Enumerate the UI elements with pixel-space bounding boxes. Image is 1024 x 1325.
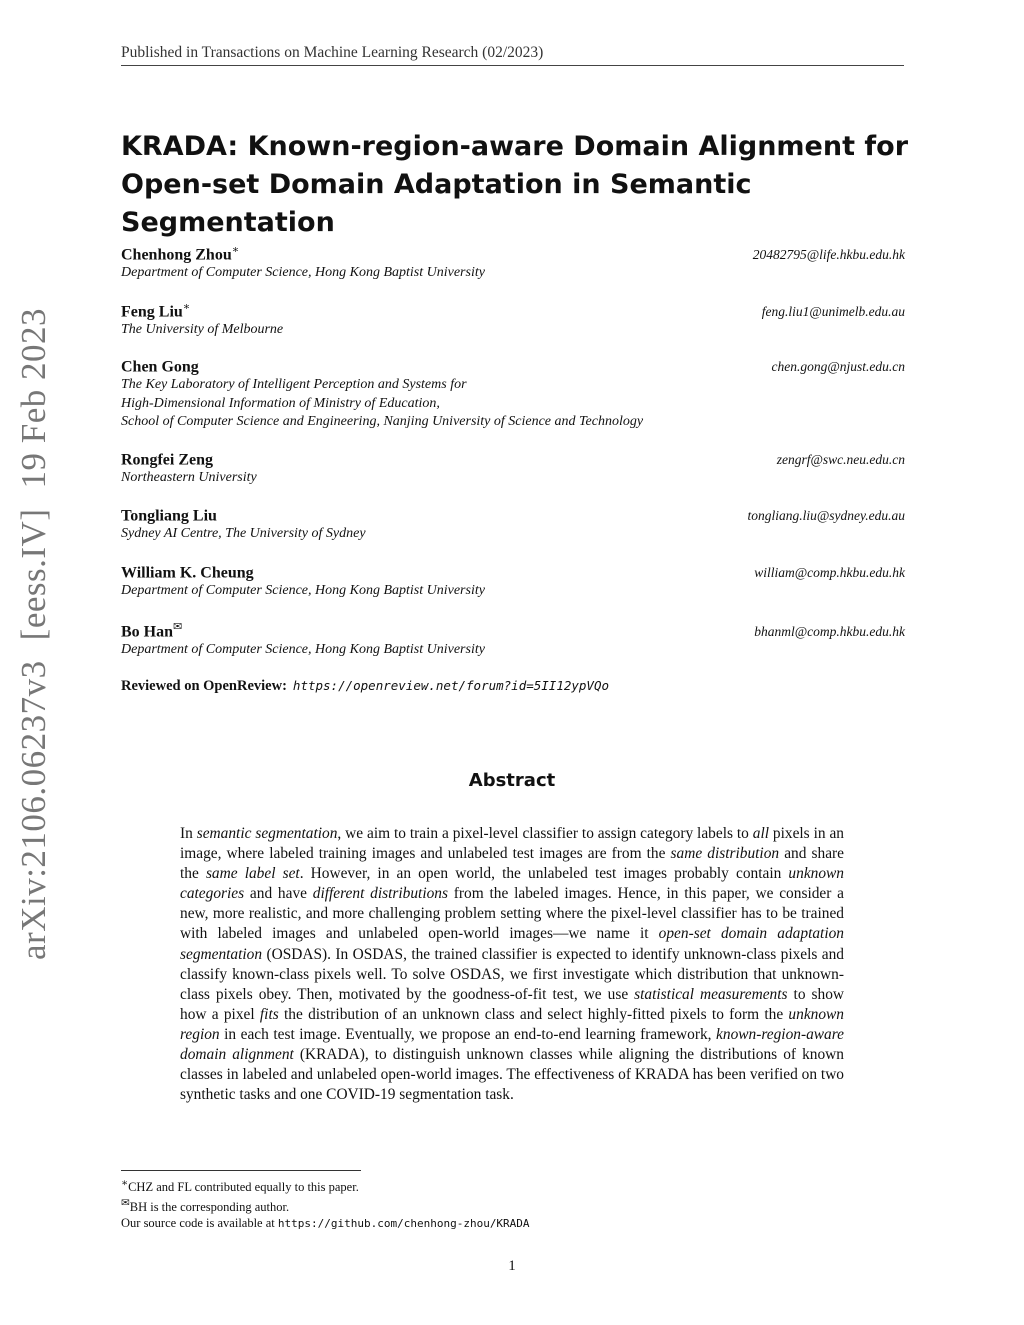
author-name: Tongliang Liu (121, 507, 217, 525)
arxiv-id: arXiv:2106.06237v3 (14, 660, 53, 960)
author-email[interactable]: zengrf@swc.neu.edu.cn (776, 452, 905, 468)
author-name: Feng Liu∗ (121, 301, 191, 321)
author-affiliation: The University of Melbourne (121, 322, 284, 338)
page-number: 1 (508, 1258, 516, 1274)
author-name: Chen Gong (121, 358, 199, 376)
github-link[interactable]: https://github.com/chenhong-zhou/KRADA (277, 1217, 530, 1231)
abstract-heading: Abstract (468, 770, 556, 791)
author-name: William K. Cheung (121, 564, 254, 582)
review-line (121, 678, 609, 695)
author-email[interactable]: bhanml@comp.hkbu.edu.hk (754, 624, 905, 640)
envelope-icon: ✉ (173, 621, 183, 633)
envelope-icon: ✉ (121, 1197, 130, 1209)
author-block (121, 243, 905, 283)
author-block (121, 449, 905, 488)
footnote-divider (121, 1170, 361, 1171)
author-block (121, 562, 905, 601)
abstract-text: In semantic segmentation, we aim to train a pixel-level classifier to assign category labels to all pixels in an image, where labeled training images and unlabeled test images are from the same distribution and share the same label set. However, in an open world, the unlabeled test images probably contain unknown categories and have different distributions from the labeled images. Hence, in this paper, we consider a new, more realistic, and more challenging problem setting where the pixel-level classifier has to be trained with labeled images and unlabeled open-world images—we name it open-set domain adaptation segmentation (OSDAS). In OSDAS, the trained classifier is expected to identify unknown-class pixels and classify known-class pixels well. To solve OSDAS, we first investigate which distribution that unknown-class pixels obey. Then, motivated by the goodness-of-fit test, we use statistical measurements to show how a pixel fits the distribution of an unknown class and select highly-fitted pixels to form the unknown region in each test image. Eventually, we propose an end-to-end learning framework, known-region-aware domain alignment (KRADA), to distinguish unknown classes while aligning the distributions of known classes in labeled and unlabeled open-world images. The effectiveness of KRADA has been verified on two synthetic tasks and one COVID-19 segmentation task. (180, 825, 845, 1104)
author-email[interactable]: tongliang.liu@sydney.edu.au (747, 508, 905, 524)
author-email[interactable]: chen.gong@njust.edu.cn (771, 359, 905, 375)
author-affiliation: Department of Computer Science, Hong Kong Baptist University (121, 583, 485, 599)
author-email[interactable]: feng.liu1@unimelb.edu.au (761, 304, 905, 320)
author-name: Chenhong Zhou∗ (121, 244, 240, 264)
author-block (121, 300, 905, 340)
arxiv-side-stamp (14, 288, 54, 960)
author-email[interactable]: william@comp.hkbu.edu.hk (754, 565, 905, 581)
author-affiliation: High-Dimensional Information of Ministry of Education, (121, 395, 440, 411)
author-email[interactable]: 20482795@life.hkbu.edu.hk (752, 247, 905, 263)
author-affiliation: Department of Computer Science, Hong Kong Baptist University (121, 642, 485, 658)
author-block (121, 356, 905, 432)
author-affiliation: Northeastern University (121, 470, 257, 486)
author-name: Bo Han✉ (121, 621, 183, 641)
author-affiliation: Sydney AI Centre, The University of Sydney (121, 526, 366, 542)
paper-title: KRADA: Known-region-aware Domain Alignment for Open-set Domain Adaptation in Semantic Segmentation (121, 131, 909, 238)
author-block (121, 505, 905, 544)
author-block (121, 620, 905, 660)
footnotes (121, 1176, 530, 1233)
footnote-source-code: Our source code is available at https://github.com/chenhong-zhou/KRADA (121, 1216, 530, 1231)
author-affiliation: School of Computer Science and Engineering, Nanjing University of Science and Technology (121, 414, 644, 430)
arxiv-category: [eess.IV] (14, 508, 53, 641)
review-label: Reviewed on OpenReview: (121, 678, 287, 694)
openreview-link[interactable]: https://openreview.net/forum?id=5II12ypVQo (292, 678, 609, 693)
author-name: Rongfei Zeng (121, 451, 213, 469)
footnote-equal-contribution: ∗CHZ and FL contributed equally to this paper. (121, 1178, 359, 1195)
author-affiliation: Department of Computer Science, Hong Kong Baptist University (121, 265, 485, 281)
arxiv-date: 19 Feb 2023 (14, 308, 53, 489)
running-header: Published in Transactions on Machine Learning Research (02/2023) (121, 44, 904, 66)
author-affiliation: The Key Laboratory of Intelligent Perception and Systems for (121, 377, 467, 393)
footnote-corresponding-author: ✉BH is the corresponding author. (121, 1197, 290, 1214)
